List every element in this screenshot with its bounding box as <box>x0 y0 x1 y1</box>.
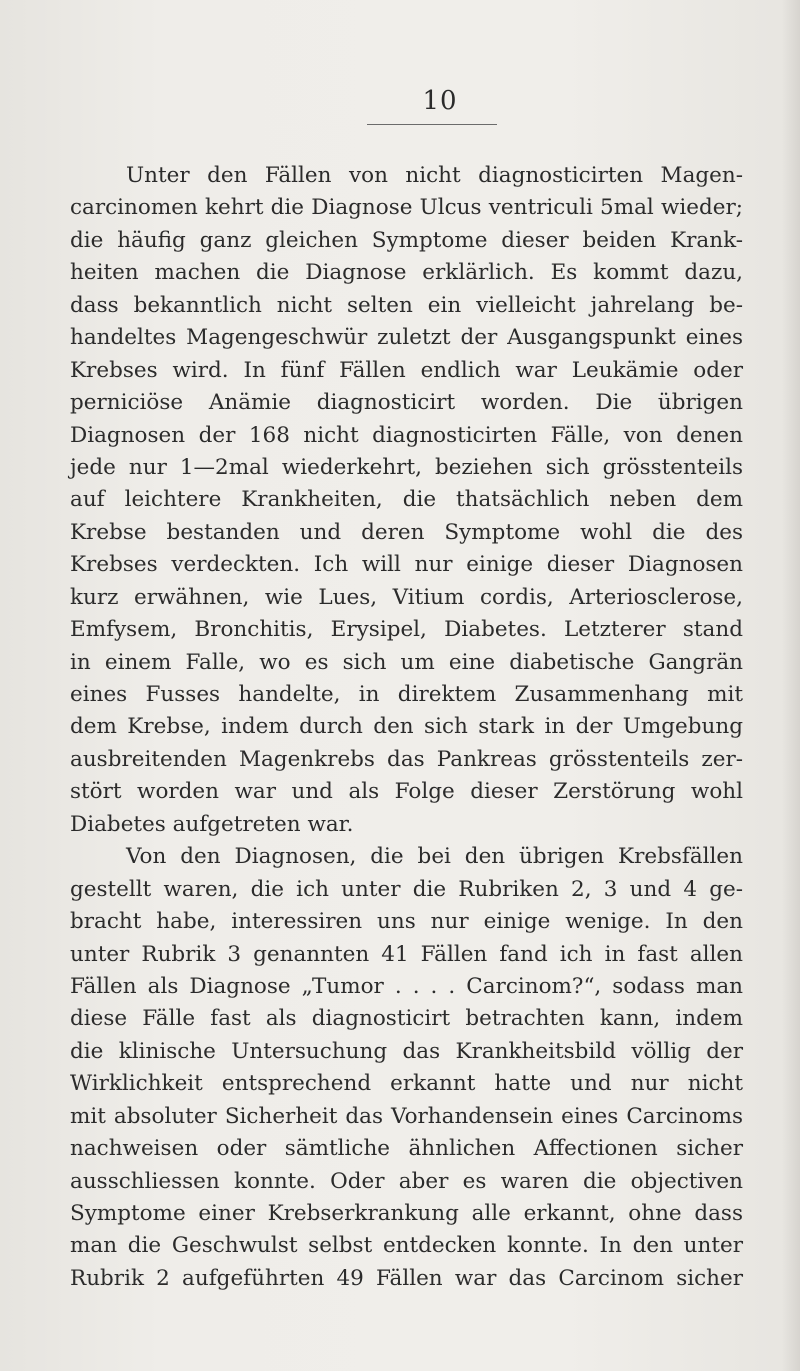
text-line: perniciöse Anämie diagnosticirt worden. Die übrigen <box>70 390 743 416</box>
text-line: Von den Diagnosen, die bei den übrigen Krebsfällen <box>126 844 743 870</box>
text-line: Krebses wird. In fünf Fällen endlich war Leukämie oder <box>70 357 743 383</box>
text-line: Krebses verdeckten. Ich will nur einige dieser Diagnosen <box>70 552 743 578</box>
text-line: Diabetes aufgetreten war. <box>70 811 354 837</box>
text-line: dass bekanntlich nicht selten ein vielleicht jahrelang be- <box>70 292 743 318</box>
text-line: Diagnosen der 168 nicht diagnosticirten Fälle, von denen <box>70 422 743 448</box>
text-line: Wirklichkeit entsprechend erkannt hatte und nur nicht <box>70 1071 743 1097</box>
text-line: unter Rubrik 3 genannten 41 Fällen fand ich in fast allen <box>70 941 743 967</box>
text-line: kurz erwähnen, wie Lues, Vitium cordis, Arteriosclerose, <box>70 584 743 610</box>
text-line: stört worden war und als Folge dieser Zerstörung wohl <box>70 779 743 805</box>
text-line: dem Krebse, indem durch den sich stark in der Umgebung <box>70 714 743 740</box>
text-line: jede nur 1—2mal wiederkehrt, beziehen sich grösstenteils <box>70 454 743 480</box>
text-line: eines Fusses handelte, in direktem Zusammenhang mit <box>70 682 743 707</box>
text-line: die klinische Untersuchung das Krankheitsbild völlig der <box>70 1038 743 1064</box>
text-line: mit absoluter Sicherheit das Vorhandensein eines Carcinoms <box>70 1103 743 1129</box>
text-line: handeltes Magengeschwür zuletzt der Ausgangspunkt eines <box>70 325 743 351</box>
text-line: carcinomen kehrt die Diagnose Ulcus ventriculi 5mal wieder; <box>70 195 743 221</box>
text-line: auf leichtere Krankheiten, die thatsächlich neben dem <box>70 487 743 513</box>
text-line: ausbreitenden Magenkrebs das Pankreas grösstenteils zer- <box>70 746 743 772</box>
text-line: nachweisen oder sämtliche ähnlichen Affectionen sicher <box>70 1136 743 1162</box>
text-line: heiten machen die Diagnose erklärlich. Es kommt dazu, <box>70 260 743 286</box>
page-number: 10 <box>422 86 458 116</box>
text-line: Krebse bestanden und deren Symptome wohl die des <box>70 519 743 545</box>
text-line: diese Fälle fast als diagnosticirt betrachten kann, indem <box>70 1006 743 1032</box>
text-line: Emfysem, Bronchitis, Erysipel, Diabetes. Letzterer stand <box>70 617 743 643</box>
body-text <box>70 160 743 1295</box>
text-line: ausschliessen konnte. Oder aber es waren die objectiven <box>70 1168 743 1194</box>
text-line: Rubrik 2 aufgeführten 49 Fällen war das Carcinom sicher <box>70 1265 743 1291</box>
text-line: Fällen als Diagnose „Tumor . . . . Carcinom?“, sodass man <box>70 973 743 999</box>
text-line: gestellt waren, die ich unter die Rubriken 2, 3 und 4 ge- <box>70 876 743 902</box>
text-line: Symptome einer Krebserkrankung alle erkannt, ohne dass <box>70 1201 743 1226</box>
text-line: in einem Falle, wo es sich um eine diabetische Gangrän <box>70 649 743 675</box>
page-edge-shadow <box>782 0 800 1371</box>
page-number-rule <box>367 124 497 125</box>
text-line: bracht habe, interessiren uns nur einige wenige. In den <box>70 909 743 935</box>
text-line: man die Geschwulst selbst entdecken konnte. In den unter <box>70 1233 743 1259</box>
text-line: die häufig ganz gleichen Symptome dieser beiden Krank- <box>70 227 743 253</box>
text-line: Unter den Fällen von nicht diagnosticirten Magen- <box>126 163 743 188</box>
